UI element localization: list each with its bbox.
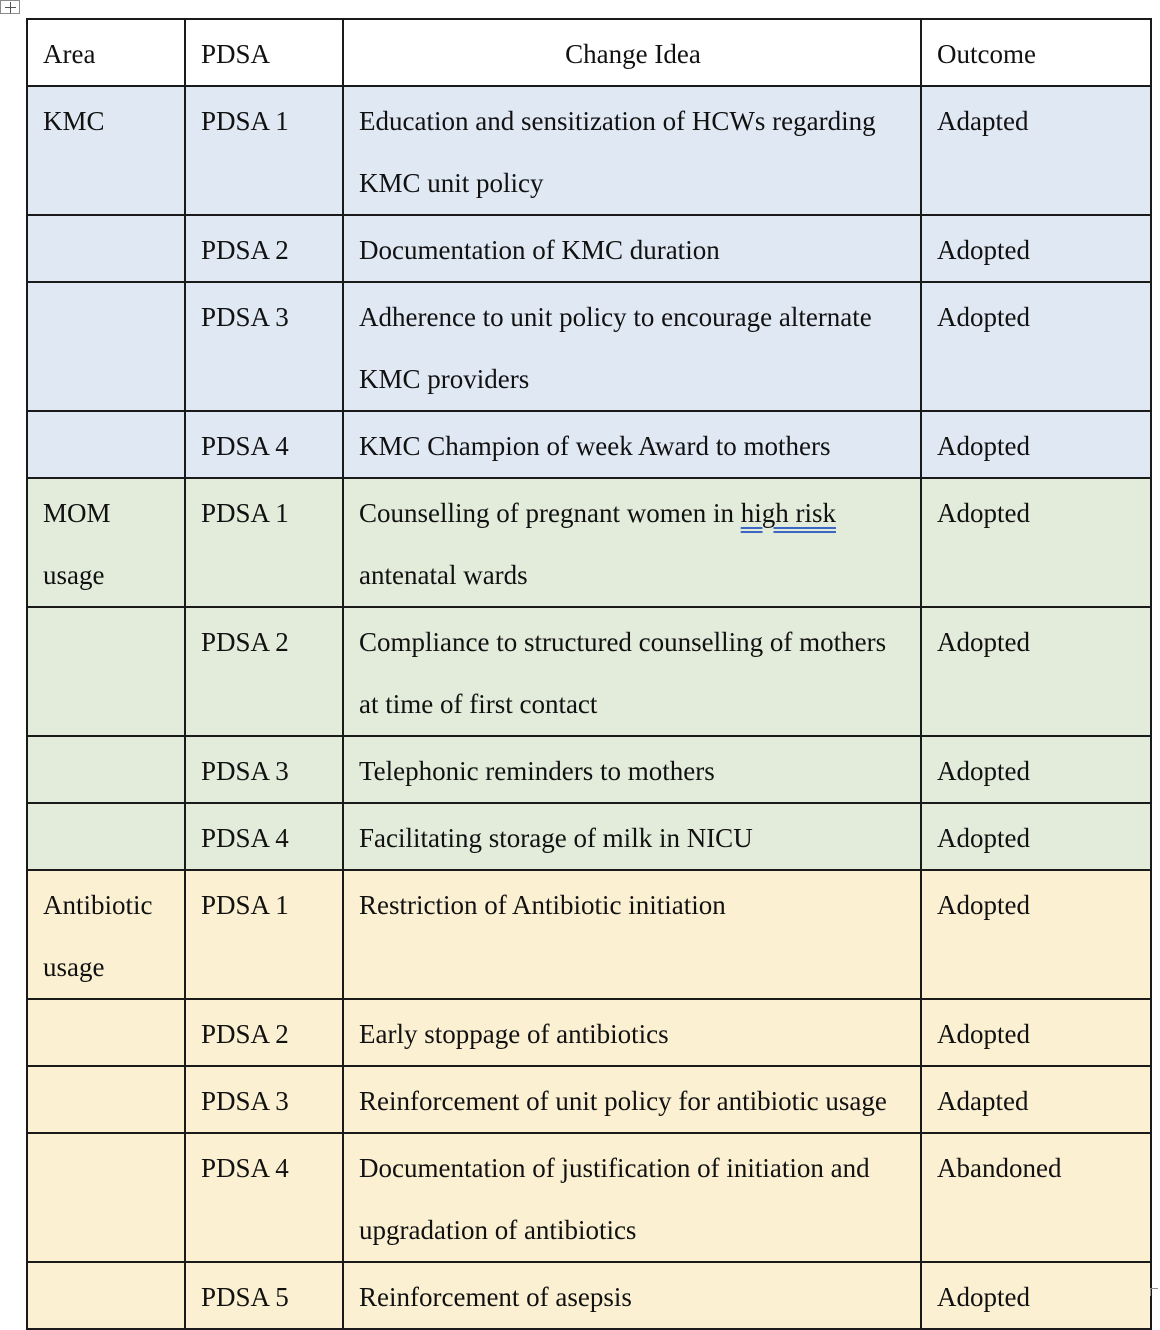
change-idea-cell: Documentation of KMC duration bbox=[343, 215, 921, 282]
outcome-cell: Adopted bbox=[921, 411, 1151, 478]
header-pdsa: PDSA bbox=[185, 19, 343, 86]
table-row bbox=[27, 1066, 1151, 1133]
change-idea-cell: Reinforcement of unit policy for antibiotic usage bbox=[343, 1066, 921, 1133]
area-cell bbox=[27, 736, 185, 803]
change-idea-text: Counselling of pregnant women in bbox=[359, 498, 741, 528]
change-idea-cell: Education and sensitization of HCWs regarding KMC unit policy bbox=[343, 86, 921, 215]
outcome-cell: Adapted bbox=[921, 1066, 1151, 1133]
area-cell: Antibiotic usage bbox=[27, 870, 185, 999]
outcome-cell: Adopted bbox=[921, 1262, 1151, 1329]
table-row bbox=[27, 870, 1151, 999]
outcome-cell: Adopted bbox=[921, 870, 1151, 999]
change-idea-text: antenatal wards bbox=[359, 560, 528, 590]
area-cell bbox=[27, 411, 185, 478]
outcome-cell: Adopted bbox=[921, 282, 1151, 411]
outcome-cell: Adopted bbox=[921, 999, 1151, 1066]
change-idea-cell: Documentation of justification of initiation and upgradation of antibiotics bbox=[343, 1133, 921, 1262]
table-header-row bbox=[27, 19, 1151, 86]
table-row bbox=[27, 803, 1151, 870]
change-idea-cell: Adherence to unit policy to encourage alternate KMC providers bbox=[343, 282, 921, 411]
table-row bbox=[27, 478, 1151, 607]
outcome-cell: Adopted bbox=[921, 607, 1151, 736]
area-cell: MOM usage bbox=[27, 478, 185, 607]
pdsa-cell: PDSA 1 bbox=[185, 478, 343, 607]
table-row bbox=[27, 999, 1151, 1066]
area-cell bbox=[27, 607, 185, 736]
table-row bbox=[27, 1262, 1151, 1329]
header-area: Area bbox=[27, 19, 185, 86]
pdsa-cell: PDSA 4 bbox=[185, 411, 343, 478]
area-cell bbox=[27, 215, 185, 282]
outcome-cell: Adopted bbox=[921, 736, 1151, 803]
table-row bbox=[27, 1133, 1151, 1262]
table-row bbox=[27, 607, 1151, 736]
table-move-handle-icon[interactable] bbox=[0, 0, 20, 14]
pdsa-cell: PDSA 5 bbox=[185, 1262, 343, 1329]
pdsa-cell: PDSA 3 bbox=[185, 282, 343, 411]
pdsa-cell: PDSA 3 bbox=[185, 1066, 343, 1133]
area-cell bbox=[27, 803, 185, 870]
pdsa-cell: PDSA 2 bbox=[185, 215, 343, 282]
change-idea-cell: Early stoppage of antibiotics bbox=[343, 999, 921, 1066]
outcome-cell: Adopted bbox=[921, 478, 1151, 607]
pdsa-cell: PDSA 4 bbox=[185, 1133, 343, 1262]
pdsa-cell: PDSA 2 bbox=[185, 999, 343, 1066]
area-cell bbox=[27, 1262, 185, 1329]
area-cell bbox=[27, 1066, 185, 1133]
header-outcome: Outcome bbox=[921, 19, 1151, 86]
table-row bbox=[27, 411, 1151, 478]
outcome-cell: Adapted bbox=[921, 86, 1151, 215]
table-row bbox=[27, 215, 1151, 282]
change-idea-cell: Restriction of Antibiotic initiation bbox=[343, 870, 921, 999]
outcome-cell: Abandoned bbox=[921, 1133, 1151, 1262]
table-row bbox=[27, 282, 1151, 411]
change-idea-cell bbox=[343, 478, 921, 607]
pdsa-cell: PDSA 1 bbox=[185, 870, 343, 999]
header-change-idea: Change Idea bbox=[343, 19, 921, 86]
change-idea-cell: Compliance to structured counselling of mothers at time of first contact bbox=[343, 607, 921, 736]
outcome-cell: Adopted bbox=[921, 803, 1151, 870]
table-resize-handle-icon[interactable] bbox=[1150, 1288, 1158, 1296]
pdsa-table bbox=[26, 18, 1152, 1330]
change-idea-cell: KMC Champion of week Award to mothers bbox=[343, 411, 921, 478]
change-idea-cell: Telephonic reminders to mothers bbox=[343, 736, 921, 803]
table-row bbox=[27, 86, 1151, 215]
area-cell bbox=[27, 999, 185, 1066]
pdsa-cell: PDSA 4 bbox=[185, 803, 343, 870]
outcome-cell: Adopted bbox=[921, 215, 1151, 282]
area-cell bbox=[27, 1133, 185, 1262]
change-idea-cell: Facilitating storage of milk in NICU bbox=[343, 803, 921, 870]
pdsa-cell: PDSA 3 bbox=[185, 736, 343, 803]
pdsa-cell: PDSA 2 bbox=[185, 607, 343, 736]
pdsa-cell: PDSA 1 bbox=[185, 86, 343, 215]
table-row bbox=[27, 736, 1151, 803]
area-cell bbox=[27, 282, 185, 411]
spellcheck-flagged-text[interactable]: high risk bbox=[740, 498, 836, 528]
change-idea-cell: Reinforcement of asepsis bbox=[343, 1262, 921, 1329]
area-cell: KMC bbox=[27, 86, 185, 215]
